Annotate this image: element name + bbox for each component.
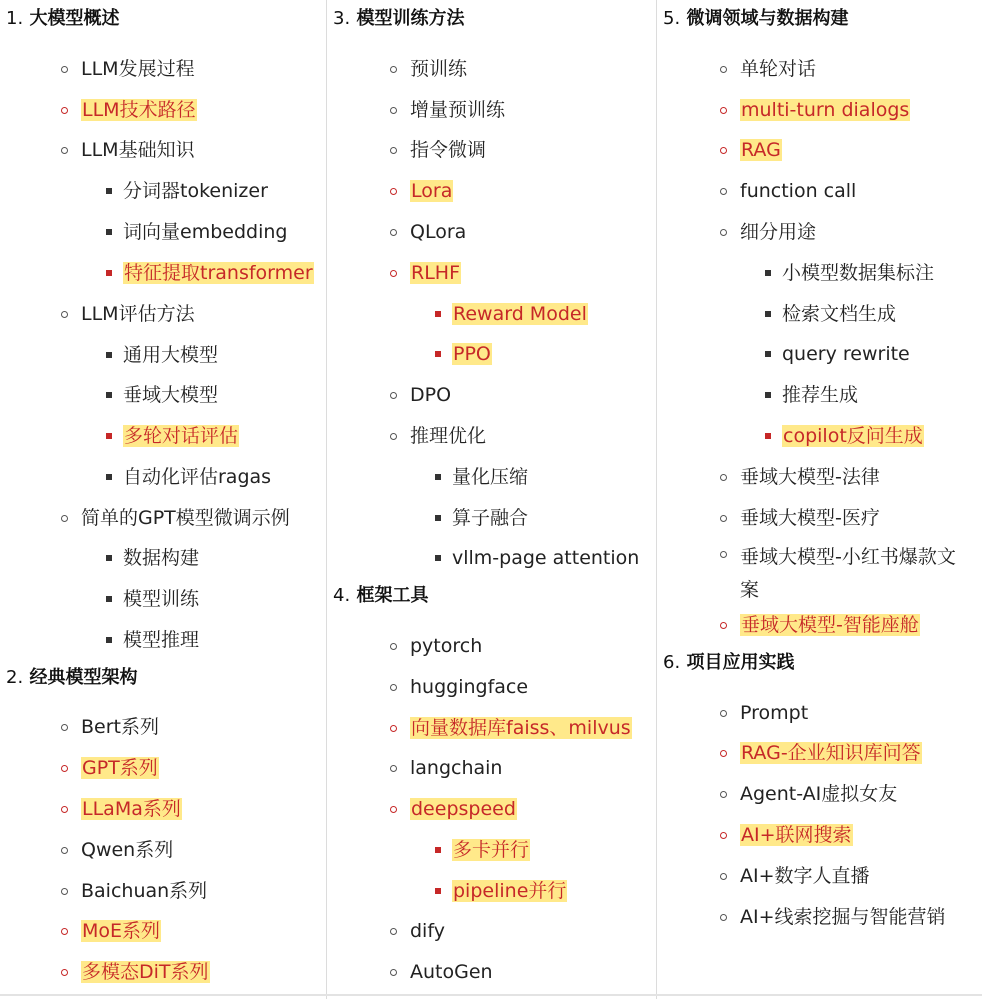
list-item-label: huggingface [410, 676, 529, 698]
list-item-label: 检索文档生成 [782, 303, 897, 325]
square-bullet-icon [435, 888, 441, 894]
list-item [410, 715, 632, 741]
circle-bullet-icon [390, 928, 397, 935]
list-item-label: MoE系列 [82, 920, 161, 942]
list-item [410, 260, 461, 286]
list-item-label: RAG-企业知识库问答 [741, 742, 921, 764]
section-title-6 [663, 650, 794, 676]
sub-list-item [452, 837, 530, 863]
list-item-label: Prompt [740, 702, 809, 724]
sub-list-item [123, 545, 199, 571]
circle-bullet-icon [390, 806, 397, 813]
list-item [740, 137, 782, 163]
list-item-label: 算子融合 [452, 507, 529, 529]
list-item [81, 97, 197, 123]
list-item-label: 垂域大模型-法律 [740, 466, 880, 488]
circle-bullet-icon [390, 229, 397, 236]
list-item-label: 分词器tokenizer [123, 180, 268, 202]
section-title-3 [333, 6, 464, 32]
sub-list-item [123, 382, 218, 408]
list-item-label: 预训练 [410, 58, 468, 80]
circle-bullet-icon [61, 107, 68, 114]
list-item [410, 219, 466, 245]
list-item [81, 837, 173, 863]
circle-bullet-icon [390, 433, 397, 440]
list-item-label: 模型推理 [123, 629, 200, 651]
square-bullet-icon [435, 555, 441, 561]
list-item-label: 多卡并行 [453, 839, 530, 861]
circle-bullet-icon [390, 643, 397, 650]
list-item-label: deepspeed [411, 798, 516, 820]
sub-list-item [452, 464, 528, 490]
list-item-label: LLM基础知识 [81, 139, 195, 161]
list-item [81, 505, 290, 531]
circle-bullet-icon [720, 832, 727, 839]
sub-list-item [123, 423, 239, 449]
list-item-label: 数据构建 [123, 547, 200, 569]
list-item-label: langchain [410, 757, 503, 779]
sub-list-item [123, 260, 314, 286]
section-number: 5. [663, 8, 681, 29]
square-bullet-icon [106, 392, 112, 398]
list-item-label: Qwen系列 [81, 839, 174, 861]
circle-bullet-icon [390, 392, 397, 399]
circle-bullet-icon [61, 765, 68, 772]
square-bullet-icon [765, 433, 771, 439]
circle-bullet-icon [720, 66, 727, 73]
list-item [410, 423, 486, 449]
list-item-label: 推荐生成 [782, 384, 859, 406]
list-item-label: AI+联网搜索 [741, 824, 852, 846]
square-bullet-icon [435, 474, 441, 480]
square-bullet-icon [765, 351, 771, 357]
list-item-label: 单轮对话 [740, 58, 817, 80]
column-1 [0, 0, 327, 999]
circle-bullet-icon [61, 66, 68, 73]
list-item-label: QLora [410, 221, 467, 243]
list-item [81, 56, 195, 82]
circle-bullet-icon [61, 147, 68, 154]
list-item [410, 918, 445, 944]
list-item-label: query rewrite [782, 343, 910, 365]
list-item [740, 863, 870, 889]
section-title-text: 项目应用实践 [686, 652, 795, 673]
circle-bullet-icon [720, 622, 727, 629]
list-item-label: Agent-AI虚拟女友 [740, 783, 898, 805]
sub-list-item [452, 505, 528, 531]
circle-bullet-icon [390, 684, 397, 691]
list-item-label: GPT系列 [82, 757, 158, 779]
list-item-label: pytorch [410, 635, 483, 657]
circle-bullet-icon [390, 147, 397, 154]
circle-bullet-icon [390, 765, 397, 772]
circle-bullet-icon [720, 474, 727, 481]
square-bullet-icon [106, 637, 112, 643]
square-bullet-icon [435, 351, 441, 357]
list-item [740, 700, 808, 726]
list-item-label: 通用大模型 [123, 344, 219, 366]
sub-list-item [452, 301, 588, 327]
section-title-2 [6, 665, 137, 691]
list-item-label: Reward Model [453, 303, 587, 325]
square-bullet-icon [765, 270, 771, 276]
sub-list-item [123, 464, 271, 490]
list-item [410, 178, 453, 204]
section-title-text: 经典模型架构 [29, 667, 138, 688]
column-2 [327, 0, 657, 999]
list-item-label: 词向量embedding [123, 221, 288, 243]
circle-bullet-icon [390, 188, 397, 195]
list-item-label: function call [740, 180, 857, 202]
list-item [81, 137, 195, 163]
list-item [740, 781, 897, 807]
list-item-label: 细分用途 [740, 221, 817, 243]
list-item-label: 自动化评估ragas [123, 466, 272, 488]
list-item-label: 推理优化 [410, 425, 487, 447]
list-item [740, 219, 816, 245]
list-item-label: copilot反问生成 [783, 425, 923, 447]
circle-bullet-icon [61, 888, 68, 895]
list-item-label: 量化压缩 [452, 466, 529, 488]
list-item-label: 垂域大模型 [123, 384, 219, 406]
list-item-label: 简单的GPT模型微调示例 [81, 507, 290, 529]
sub-list-item [452, 545, 639, 571]
list-item [740, 740, 922, 766]
sub-list-item [782, 382, 858, 408]
list-item-label: 多模态DiT系列 [82, 961, 209, 983]
circle-bullet-icon [720, 515, 727, 522]
circle-bullet-icon [390, 107, 397, 114]
list-item-label: multi-turn dialogs [741, 99, 910, 121]
list-item-label: RLHF [411, 262, 461, 284]
square-bullet-icon [106, 596, 112, 602]
square-bullet-icon [765, 392, 771, 398]
list-item [81, 714, 159, 740]
sub-list-item [123, 219, 287, 245]
list-item [740, 505, 880, 531]
list-item-label: AutoGen [410, 961, 493, 983]
sub-list-item [452, 341, 492, 367]
list-item [740, 541, 970, 607]
section-number: 2. [6, 667, 24, 688]
circle-bullet-icon [61, 724, 68, 731]
circle-bullet-icon [390, 66, 397, 73]
list-item [81, 959, 210, 985]
list-item [740, 97, 910, 123]
sub-list-item [123, 627, 199, 653]
list-item-label: AI+数字人直播 [740, 865, 870, 887]
list-item-label: LLaMa系列 [82, 798, 181, 820]
sub-list-item [782, 341, 910, 367]
circle-bullet-icon [61, 311, 68, 318]
list-item-label: 模型训练 [123, 588, 200, 610]
list-item-label: LLM评估方法 [81, 303, 195, 325]
circle-bullet-icon [61, 969, 68, 976]
square-bullet-icon [106, 229, 112, 235]
list-item [740, 822, 853, 848]
list-item [410, 796, 517, 822]
sub-list-item [123, 178, 268, 204]
sub-list-item [782, 301, 896, 327]
list-item-label: LLM发展过程 [81, 58, 195, 80]
list-item [81, 796, 182, 822]
list-item-label: 向量数据库faiss、milvus [411, 717, 631, 739]
list-item-label: LLM技术路径 [82, 99, 196, 121]
list-item-label: Bert系列 [81, 716, 159, 738]
section-number: 6. [663, 652, 681, 673]
section-number: 3. [333, 8, 351, 29]
list-item-label: pipeline并行 [453, 880, 567, 902]
circle-bullet-icon [720, 791, 727, 798]
list-item [81, 755, 159, 781]
section-title-text: 微调领域与数据构建 [686, 8, 849, 29]
list-item [410, 633, 482, 659]
list-item [410, 56, 467, 82]
list-item [740, 612, 920, 638]
circle-bullet-icon [390, 270, 397, 277]
square-bullet-icon [435, 847, 441, 853]
list-item [410, 137, 486, 163]
circle-bullet-icon [720, 750, 727, 757]
circle-bullet-icon [61, 847, 68, 854]
sub-list-item [782, 260, 934, 286]
list-item [410, 382, 451, 408]
list-item [740, 904, 946, 930]
list-item-label: 垂域大模型-医疗 [740, 507, 880, 529]
circle-bullet-icon [61, 515, 68, 522]
list-item-label: AI+线索挖掘与智能营销 [740, 906, 946, 928]
section-number: 4. [333, 585, 351, 606]
section-title-1 [6, 6, 119, 32]
list-item [410, 755, 502, 781]
bottom-divider [0, 994, 982, 996]
list-item [410, 97, 505, 123]
circle-bullet-icon [61, 806, 68, 813]
section-title-5 [663, 6, 848, 32]
square-bullet-icon [435, 311, 441, 317]
list-item [740, 464, 880, 490]
list-item-label: RAG [741, 139, 781, 161]
list-item-label: DPO [410, 384, 452, 406]
section-title-text: 模型训练方法 [356, 8, 465, 29]
list-item [740, 178, 856, 204]
list-item-label: vllm-page attention [452, 547, 640, 569]
list-item-label: PPO [453, 343, 491, 365]
circle-bullet-icon [720, 229, 727, 236]
circle-bullet-icon [390, 725, 397, 732]
square-bullet-icon [106, 555, 112, 561]
list-item-label: 垂域大模型-智能座舱 [741, 614, 919, 636]
list-item [740, 56, 816, 82]
circle-bullet-icon [61, 928, 68, 935]
section-title-text: 大模型概述 [29, 8, 120, 29]
list-item [410, 959, 493, 985]
list-item-label: 多轮对话评估 [124, 425, 239, 447]
circle-bullet-icon [720, 710, 727, 717]
circle-bullet-icon [720, 188, 727, 195]
square-bullet-icon [106, 352, 112, 358]
sub-list-item [123, 586, 199, 612]
section-title-4 [333, 583, 428, 609]
circle-bullet-icon [720, 147, 727, 154]
sub-list-item [123, 342, 218, 368]
circle-bullet-icon [720, 107, 727, 114]
square-bullet-icon [765, 311, 771, 317]
circle-bullet-icon [720, 914, 727, 921]
list-item [410, 674, 528, 700]
square-bullet-icon [106, 474, 112, 480]
list-item [81, 878, 207, 904]
section-number: 1. [6, 8, 24, 29]
list-item [81, 301, 195, 327]
list-item-label: 指令微调 [410, 139, 487, 161]
section-title-text: 框架工具 [356, 585, 429, 606]
list-item-label: 小模型数据集标注 [782, 262, 935, 284]
list-item-label: dify [410, 920, 445, 942]
circle-bullet-icon [720, 873, 727, 880]
square-bullet-icon [106, 433, 112, 439]
circle-bullet-icon [720, 551, 727, 558]
square-bullet-icon [106, 188, 112, 194]
list-item [81, 918, 161, 944]
column-3 [657, 0, 982, 999]
list-item-label: 垂域大模型-小红书爆款文案 [740, 546, 956, 601]
list-item-label: 增量预训练 [410, 99, 506, 121]
list-item-label: 特征提取transformer [124, 262, 313, 284]
list-item-label: Lora [411, 180, 453, 202]
sub-list-item [452, 878, 567, 904]
circle-bullet-icon [390, 969, 397, 976]
square-bullet-icon [435, 515, 441, 521]
square-bullet-icon [106, 270, 112, 276]
sub-list-item [782, 423, 924, 449]
list-item-label: Baichuan系列 [81, 880, 208, 902]
